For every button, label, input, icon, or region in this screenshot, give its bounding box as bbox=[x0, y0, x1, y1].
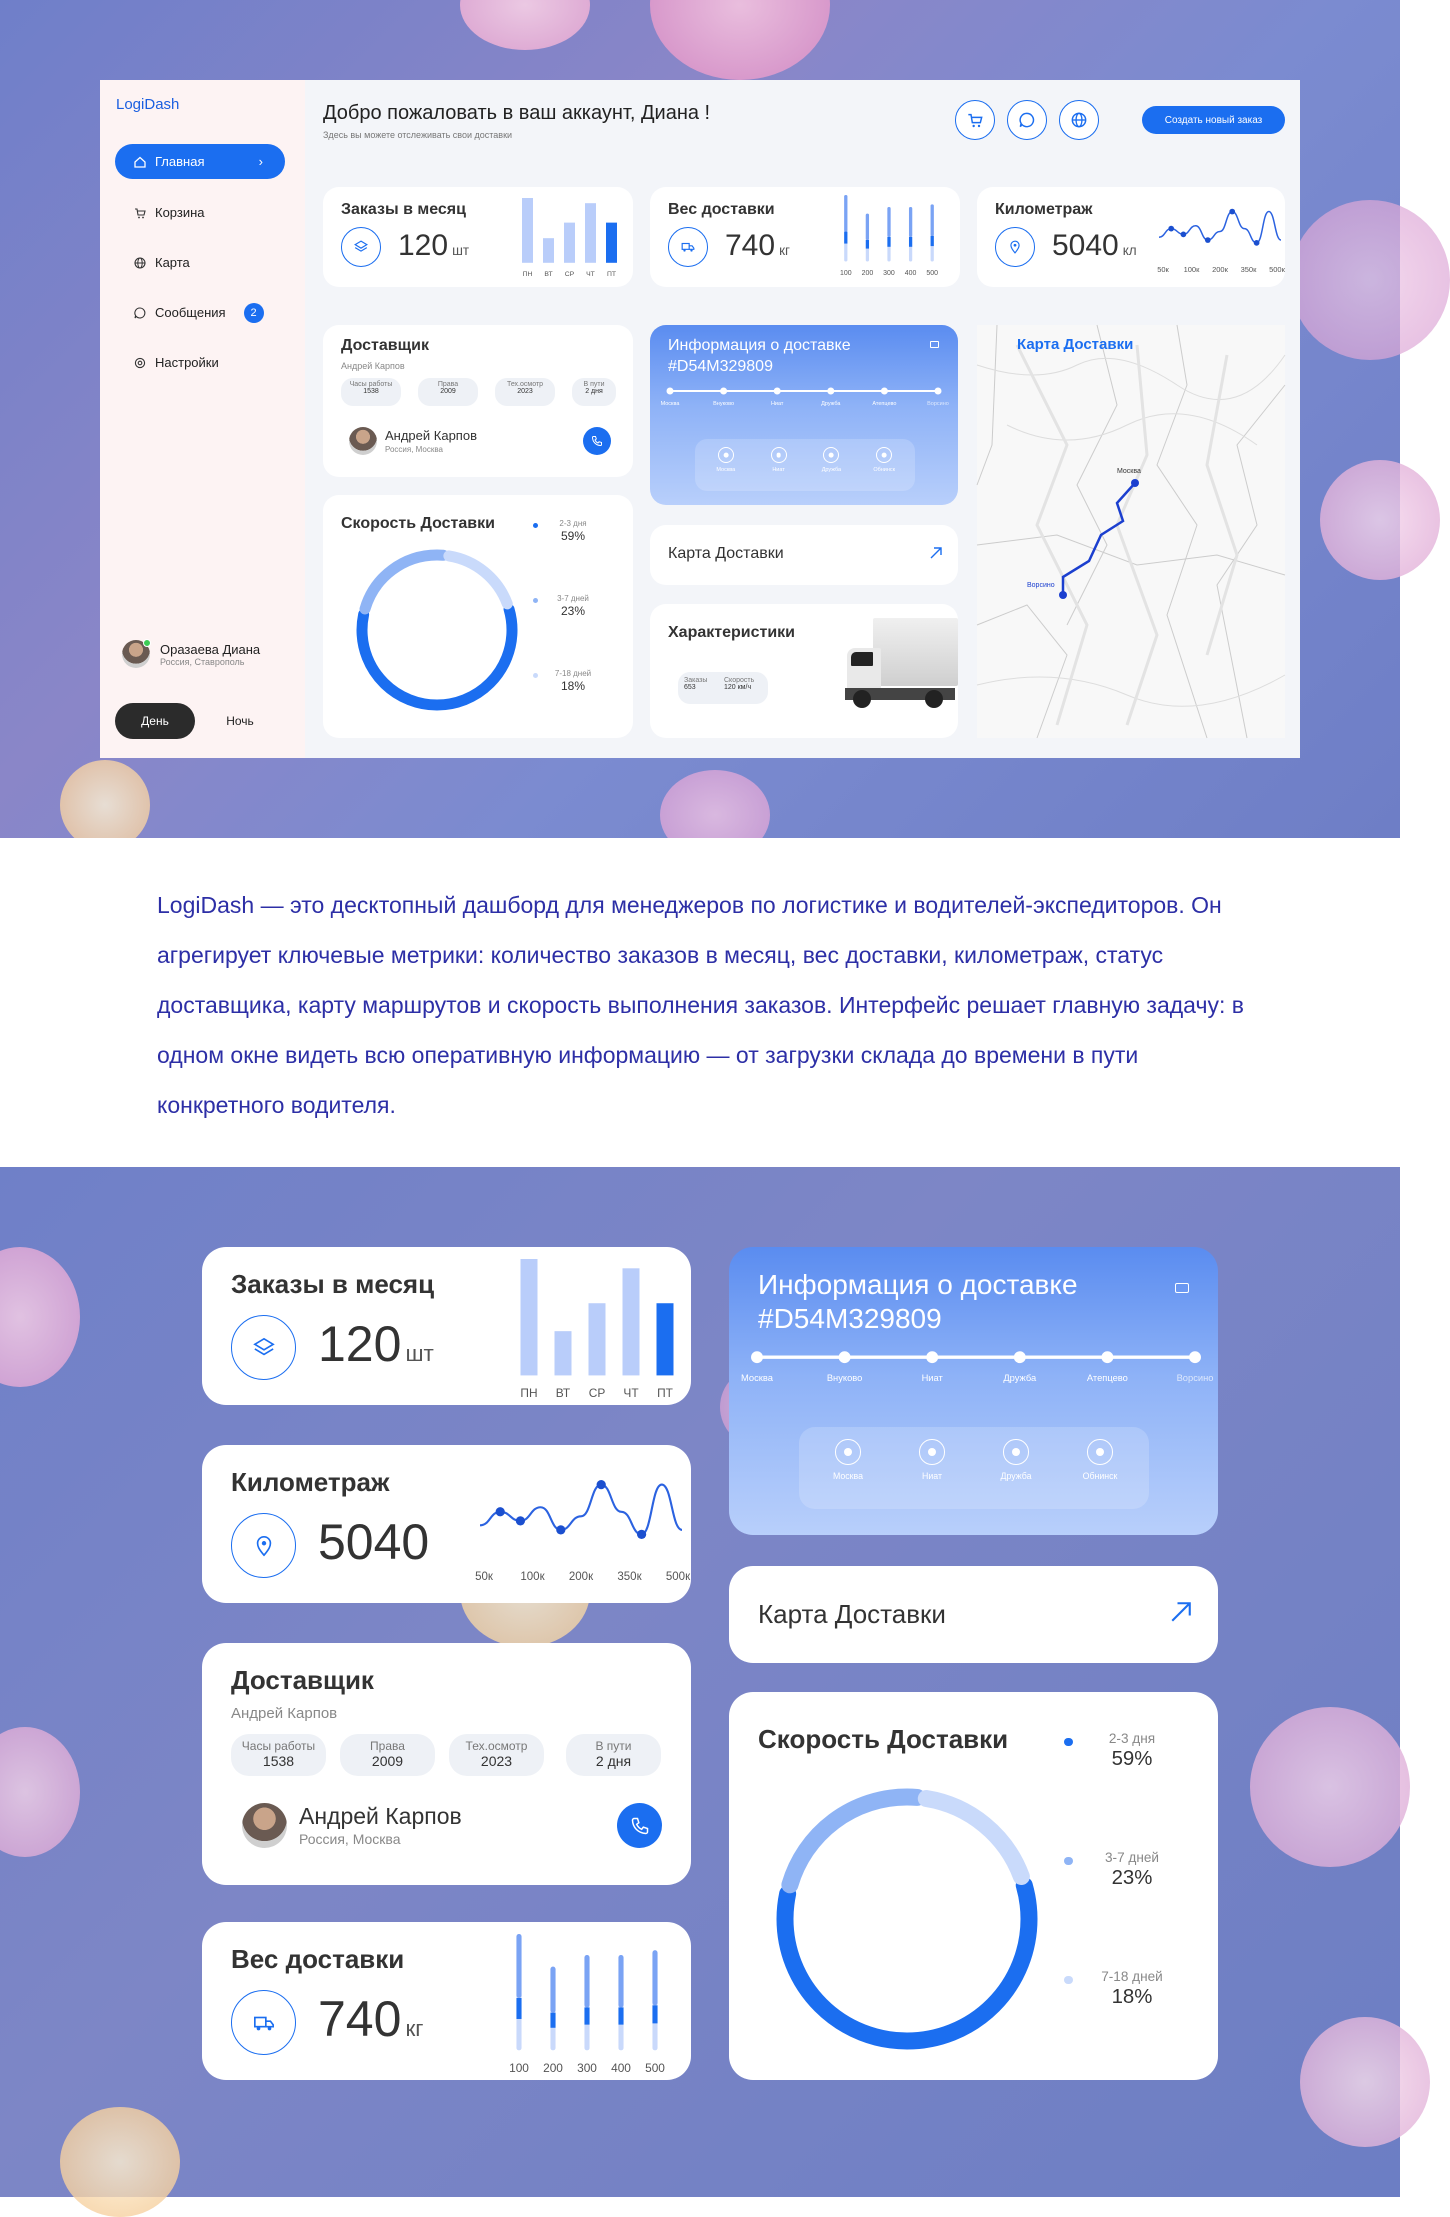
orders-bar[interactable] bbox=[522, 198, 533, 263]
map-label-vorsino: Ворсино bbox=[1027, 582, 1055, 589]
orders-card[interactable] bbox=[323, 187, 633, 287]
speed-donut-chart bbox=[775, 1787, 1039, 2051]
weight-bar[interactable] bbox=[584, 1955, 589, 2050]
weight-label: 100 bbox=[839, 270, 852, 277]
weight-bar[interactable] bbox=[887, 207, 890, 262]
route-stop-label: Ниат bbox=[770, 401, 784, 407]
stat-license: Права 2009 bbox=[418, 378, 478, 406]
mileage-point[interactable] bbox=[1168, 226, 1174, 232]
card-title: Скорость Доставки bbox=[341, 515, 495, 532]
location-pin-icon bbox=[995, 227, 1035, 267]
arrow-up-right-icon[interactable] bbox=[928, 545, 944, 561]
weight-value: 740 кг bbox=[318, 1991, 424, 2047]
mileage-point[interactable] bbox=[556, 1525, 565, 1534]
weight-label: 400 bbox=[611, 2061, 631, 2075]
orders-value: 120 шт bbox=[398, 229, 470, 262]
stop-label: Ниат bbox=[922, 1471, 942, 1482]
stop-target-icon[interactable] bbox=[1003, 1439, 1029, 1465]
user-name: Оразаева Диана bbox=[160, 641, 261, 657]
map-title: Карта Доставки bbox=[1017, 336, 1134, 353]
message-icon bbox=[133, 306, 147, 320]
page-subtitle: Здесь вы можете отслеживать свои доставки bbox=[323, 130, 513, 140]
orders-bar[interactable] bbox=[543, 238, 554, 263]
weight-label: 500 bbox=[645, 2061, 665, 2075]
legend-label: 3-7 дней bbox=[1104, 1850, 1160, 1865]
sidebar bbox=[100, 80, 305, 758]
online-indicator bbox=[143, 639, 151, 647]
mileage-point[interactable] bbox=[1181, 231, 1187, 237]
weight-value: 740 кг bbox=[725, 229, 790, 262]
orders-bar[interactable] bbox=[521, 1259, 538, 1375]
stop-target-icon[interactable] bbox=[1087, 1439, 1113, 1465]
mileage-point[interactable] bbox=[637, 1530, 646, 1539]
mileage-label: 50к bbox=[1157, 265, 1169, 274]
user-location: Россия, Ставрополь bbox=[160, 656, 245, 667]
courier-subtitle: Андрей Карпов bbox=[231, 1705, 338, 1722]
sidebar-item-label: Карта bbox=[155, 255, 190, 270]
route-stop-dot[interactable] bbox=[751, 1351, 763, 1363]
sidebar-item-settings[interactable] bbox=[115, 345, 285, 380]
stop-target-icon[interactable] bbox=[771, 447, 787, 463]
route-track bbox=[660, 385, 949, 415]
mileage-line-chart bbox=[1155, 199, 1285, 279]
route-stop-label: Ниат bbox=[921, 1373, 943, 1383]
orders-bar[interactable] bbox=[589, 1303, 606, 1375]
mileage-point[interactable] bbox=[597, 1480, 606, 1489]
stop-target-icon[interactable] bbox=[876, 447, 892, 463]
sidebar-item-map[interactable] bbox=[115, 245, 285, 280]
globe-icon bbox=[1071, 112, 1087, 128]
map-pin-vorsino[interactable] bbox=[1059, 591, 1067, 599]
legend-value: 23% bbox=[560, 604, 586, 619]
orders-card-large[interactable] bbox=[202, 1247, 691, 1405]
call-button[interactable] bbox=[617, 1803, 662, 1848]
weight-bar[interactable] bbox=[618, 1955, 623, 2050]
stop-target-icon[interactable] bbox=[835, 1439, 861, 1465]
day-label: ПН bbox=[520, 1386, 538, 1400]
delivery-info-card[interactable] bbox=[650, 325, 958, 505]
stat-inspection: Тех.осмотр 2023 bbox=[495, 378, 555, 406]
route-stop-label: Дружба bbox=[1003, 1373, 1037, 1383]
day-label: ВТ bbox=[555, 1386, 571, 1400]
route-stop-label: Москва bbox=[741, 1373, 773, 1383]
map-link-card[interactable] bbox=[650, 525, 958, 585]
stop-label: Дружба bbox=[1000, 1471, 1032, 1482]
weight-label: 400 bbox=[904, 270, 917, 277]
sidebar-item-label: Сообщения bbox=[155, 305, 226, 320]
stop-target-icon[interactable] bbox=[919, 1439, 945, 1465]
message-icon bbox=[1019, 112, 1035, 128]
weight-bar[interactable] bbox=[931, 204, 934, 261]
language-button[interactable] bbox=[1059, 100, 1099, 140]
delivery-code: #D54M329809 bbox=[758, 1303, 942, 1334]
legend-value: 23% bbox=[1111, 1867, 1153, 1889]
stat-work-hours: Часы работы 1538 bbox=[341, 378, 401, 406]
legend-value: 18% bbox=[1111, 1986, 1153, 2008]
mileage-label: 200к bbox=[1212, 265, 1228, 274]
day-label: ПН bbox=[522, 271, 533, 278]
weight-bar-chart bbox=[835, 195, 943, 282]
route-stop-label: Атепцево bbox=[872, 401, 897, 407]
legend-dot bbox=[1064, 1738, 1073, 1747]
weight-bar[interactable] bbox=[516, 1934, 521, 2050]
orders-bar[interactable] bbox=[585, 203, 596, 263]
speed-legend bbox=[1064, 1724, 1214, 2074]
current-user[interactable] bbox=[122, 640, 260, 668]
legend-label: 7-18 дней bbox=[1101, 1969, 1163, 1984]
route-stop-dot[interactable] bbox=[1101, 1351, 1113, 1363]
weight-card-large[interactable] bbox=[202, 1922, 691, 2080]
sidebar-item-messages[interactable] bbox=[115, 295, 285, 330]
mileage-label: 200к bbox=[568, 1571, 594, 1583]
specs-orders: Заказы 653 bbox=[684, 677, 708, 691]
stops-list bbox=[695, 443, 915, 489]
courier-subtitle: Андрей Карпов bbox=[341, 361, 405, 371]
mileage-label: 350к bbox=[1240, 265, 1257, 274]
weight-bar[interactable] bbox=[652, 1950, 657, 2050]
route-stop-label: Дружба bbox=[821, 401, 841, 407]
mileage-label: 500к bbox=[665, 1571, 691, 1583]
weight-bar[interactable] bbox=[866, 214, 869, 262]
cart-icon bbox=[967, 112, 983, 128]
stat-in-transit: В пути 2 дня bbox=[566, 1734, 661, 1776]
specs-speed: Скорость 120 км/ч bbox=[724, 677, 755, 691]
settings-icon bbox=[133, 356, 147, 370]
courier-location: Россия, Москва bbox=[299, 1831, 401, 1847]
weight-card[interactable] bbox=[650, 187, 960, 287]
stat-license: Права 2009 bbox=[340, 1734, 435, 1776]
brand-name: LogiDash bbox=[157, 892, 255, 918]
speed-card[interactable] bbox=[323, 495, 633, 738]
unread-badge: 2 bbox=[244, 303, 264, 323]
map-label-moscow: Москва bbox=[1117, 468, 1141, 475]
stops-list bbox=[799, 1433, 1149, 1507]
orders-value: 120 шт bbox=[318, 1316, 434, 1372]
stop-label: Москва bbox=[832, 1471, 864, 1482]
weight-bar-chart bbox=[502, 1934, 672, 2079]
route-stop-label: Внуково bbox=[826, 1373, 863, 1383]
phone-icon bbox=[591, 435, 603, 447]
card-title: Вес доставки bbox=[668, 201, 775, 218]
card-title: Карта Доставки bbox=[758, 1599, 946, 1629]
phone-icon bbox=[630, 1816, 650, 1836]
legend-dot bbox=[533, 598, 538, 603]
mileage-line-chart bbox=[475, 1467, 691, 1587]
description-text bbox=[157, 880, 1247, 1130]
stop-target-icon[interactable] bbox=[718, 447, 734, 463]
specs-card[interactable] bbox=[650, 604, 958, 738]
avatar bbox=[122, 640, 150, 668]
sidebar-item-label: Настройки bbox=[155, 355, 219, 370]
route-stop-dot[interactable] bbox=[827, 388, 834, 395]
weight-label: 500 bbox=[926, 270, 939, 277]
stop-label: Дружба bbox=[821, 467, 842, 473]
courier-card[interactable] bbox=[323, 325, 633, 477]
sidebar-item-cart[interactable] bbox=[115, 195, 285, 230]
mileage-point[interactable] bbox=[1254, 240, 1260, 246]
route-stop-label: Ворсино bbox=[1176, 1373, 1214, 1383]
weight-label: 200 bbox=[861, 270, 874, 277]
location-pin-icon bbox=[231, 1513, 296, 1578]
stat-work-hours: Часы работы 1538 bbox=[231, 1734, 326, 1776]
speed-donut-chart bbox=[352, 545, 522, 715]
specs-stats bbox=[678, 672, 768, 704]
app-logo[interactable]: LogiDash bbox=[116, 96, 180, 113]
cart-button[interactable] bbox=[955, 100, 995, 140]
mileage-point[interactable] bbox=[1205, 237, 1211, 243]
map-pin-moscow[interactable] bbox=[1131, 479, 1139, 487]
legend-dot bbox=[533, 673, 538, 678]
route-stop-dot[interactable] bbox=[667, 388, 674, 395]
orders-bar[interactable] bbox=[657, 1303, 674, 1375]
legend-dot bbox=[533, 523, 538, 528]
map-card[interactable] bbox=[977, 325, 1285, 738]
mileage-card-large[interactable] bbox=[202, 1445, 691, 1603]
weight-label: 300 bbox=[577, 2061, 597, 2075]
home-icon bbox=[133, 155, 147, 169]
courier-location: Россия, Москва bbox=[385, 445, 443, 454]
day-label: ЧТ bbox=[586, 271, 595, 278]
route-stop-label: Внуково bbox=[713, 401, 735, 407]
orders-bar-chart bbox=[517, 198, 622, 283]
mileage-value: 5040 кл bbox=[1052, 229, 1137, 262]
route-track bbox=[741, 1347, 1214, 1387]
map-canvas[interactable] bbox=[977, 325, 1285, 738]
route-stop-label: Атепцево bbox=[1086, 1373, 1128, 1383]
card-title: Информация о доставке bbox=[758, 1269, 1078, 1300]
sidebar-item-label: Главная bbox=[155, 154, 205, 169]
sidebar-item-label: Корзина bbox=[155, 205, 205, 220]
dashboard-window bbox=[100, 80, 1300, 758]
route-stop-label: Ворсино bbox=[927, 401, 949, 407]
truck-icon bbox=[1175, 1283, 1189, 1293]
route-stop-dot[interactable] bbox=[881, 388, 888, 395]
mileage-label: 100к bbox=[520, 1571, 545, 1583]
legend-value: 59% bbox=[560, 529, 586, 544]
weight-label: 100 bbox=[509, 2061, 529, 2075]
page-title: Добро пожаловать в ваш аккаунт, Диана ! bbox=[323, 102, 711, 124]
route-stop-dot[interactable] bbox=[935, 388, 942, 395]
sidebar-item-home[interactable] bbox=[115, 144, 285, 179]
mileage-card[interactable] bbox=[977, 187, 1285, 287]
courier-card-large[interactable] bbox=[202, 1643, 691, 1885]
night-mode-button[interactable]: Ночь bbox=[226, 714, 254, 728]
day-label: ВТ bbox=[544, 271, 553, 278]
orders-bar[interactable] bbox=[606, 223, 617, 263]
day-mode-button[interactable]: День bbox=[115, 703, 195, 739]
call-button[interactable] bbox=[583, 427, 611, 455]
stop-label: Обнинск bbox=[873, 467, 896, 473]
stop-label: Обнинск bbox=[1082, 1471, 1118, 1482]
card-title: Заказы в месяц bbox=[341, 201, 466, 218]
card-title: Информация о доставке bbox=[668, 337, 851, 354]
weight-bar[interactable] bbox=[844, 195, 847, 262]
theme-switch bbox=[115, 703, 285, 739]
route-stop-dot[interactable] bbox=[1189, 1351, 1201, 1363]
route-stop-label: Москва bbox=[660, 401, 680, 407]
chevron-right-icon: › bbox=[258, 154, 263, 169]
card-title: Скорость Доставки bbox=[758, 1724, 1009, 1754]
mileage-label: 350к bbox=[617, 1571, 642, 1583]
mileage-point[interactable] bbox=[1229, 209, 1235, 215]
truck-icon bbox=[231, 1990, 296, 2055]
orders-bar-chart bbox=[512, 1259, 682, 1404]
day-label: ЧТ bbox=[623, 1386, 639, 1400]
stop-label: Ниат bbox=[772, 467, 785, 473]
cart-icon bbox=[133, 206, 147, 220]
arrow-up-right-icon[interactable] bbox=[1167, 1598, 1195, 1626]
speed-card-large[interactable] bbox=[729, 1692, 1218, 2080]
courier-avatar bbox=[349, 427, 377, 455]
day-label: СР bbox=[564, 271, 575, 278]
mileage-label: 100к bbox=[1183, 265, 1200, 274]
mileage-line bbox=[1159, 212, 1281, 243]
layers-icon bbox=[341, 227, 381, 267]
legend-label: 3-7 дней bbox=[557, 594, 589, 604]
stop-target-icon[interactable] bbox=[823, 447, 839, 463]
stat-in-transit: В пути 2 дня bbox=[572, 378, 616, 406]
stop-label: Москва bbox=[716, 467, 736, 473]
day-label: СР bbox=[588, 1386, 606, 1400]
new-order-button[interactable]: Создать новый заказ bbox=[1142, 106, 1285, 134]
delivery-code: #D54M329809 bbox=[668, 358, 773, 375]
route-stop-dot[interactable] bbox=[926, 1351, 938, 1363]
route-stop-dot[interactable] bbox=[720, 388, 727, 395]
legend-value: 18% bbox=[560, 679, 586, 693]
card-title: Доставщик bbox=[231, 1665, 374, 1695]
layers-icon bbox=[231, 1315, 296, 1380]
legend-dot bbox=[1064, 1976, 1073, 1985]
route-stop-dot[interactable] bbox=[774, 388, 781, 395]
weight-bar[interactable] bbox=[909, 207, 912, 262]
legend-label: 2-3 дня bbox=[1108, 1731, 1156, 1746]
courier-avatar bbox=[242, 1803, 287, 1848]
truck-icon bbox=[930, 341, 939, 348]
card-title: Вес доставки bbox=[231, 1944, 405, 1974]
speed-legend bbox=[533, 515, 623, 735]
orders-bar[interactable] bbox=[564, 223, 575, 263]
weight-label: 300 bbox=[883, 270, 895, 277]
delivery-van-image bbox=[845, 618, 960, 723]
legend-dot bbox=[1064, 1857, 1073, 1866]
card-title: Характеристики bbox=[668, 624, 796, 641]
legend-label: 2-3 дня bbox=[559, 519, 587, 529]
truck-icon bbox=[668, 227, 708, 267]
card-title: Доставщик bbox=[341, 337, 429, 354]
stat-inspection: Тех.осмотр 2023 bbox=[449, 1734, 544, 1776]
description-body: — это десктопный дашборд для менеджеров по логистике и водителей-экспедиторов. Он агрегирует ключевые метрики: количество заказов в месяц, вес доставки, километраж, статус доставщика, карту маршрутов и скорость выполнения заказов. Интерфейс решает главную задачу: в одном окне видеть всю оперативную информацию — от загрузки склада до времени в пути конкретного водителя. bbox=[157, 892, 1244, 1118]
mileage-point[interactable] bbox=[496, 1507, 505, 1516]
day-label: ПТ bbox=[657, 1386, 673, 1400]
weight-bar[interactable] bbox=[550, 1967, 555, 2051]
mileage-line bbox=[480, 1485, 682, 1535]
courier-name: Андрей Карпов bbox=[299, 1803, 462, 1829]
map-link-card-large[interactable] bbox=[729, 1566, 1218, 1663]
orders-bar[interactable] bbox=[555, 1331, 572, 1375]
legend-value: 59% bbox=[1111, 1748, 1153, 1770]
card-title: Заказы в месяц bbox=[231, 1269, 435, 1299]
card-title: Километраж bbox=[231, 1467, 390, 1497]
mileage-point[interactable] bbox=[516, 1516, 525, 1525]
mileage-value: 5040 bbox=[318, 1514, 430, 1570]
mileage-label: 500к bbox=[1269, 265, 1285, 274]
card-title: Километраж bbox=[995, 201, 1093, 218]
messages-button[interactable] bbox=[1007, 100, 1047, 140]
mileage-label: 50к bbox=[475, 1571, 493, 1583]
weight-label: 200 bbox=[543, 2061, 563, 2075]
globe-icon bbox=[133, 256, 147, 270]
courier-name: Андрей Карпов bbox=[385, 428, 477, 443]
route-stop-dot[interactable] bbox=[1014, 1351, 1026, 1363]
card-title: Карта Доставки bbox=[668, 545, 784, 562]
route-stop-dot[interactable] bbox=[839, 1351, 851, 1363]
legend-label: 7-18 дней bbox=[554, 669, 592, 678]
day-label: ПТ bbox=[606, 271, 617, 278]
orders-bar[interactable] bbox=[623, 1268, 640, 1375]
delivery-info-card-large[interactable] bbox=[729, 1247, 1218, 1535]
